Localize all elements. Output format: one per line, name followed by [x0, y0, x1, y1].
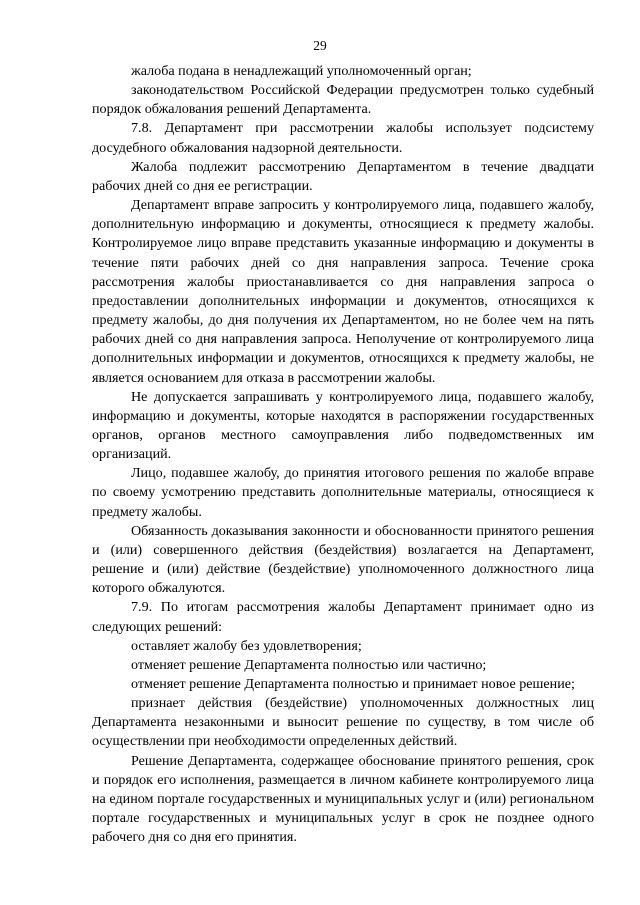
paragraph: Лицо, подавшее жалобу, до принятия итогового решения по жалобе вправе по своему усмотрению представить дополнительные материалы, относящиеся к предмету жалобы.: [92, 465, 594, 520]
paragraph: Жалоба подлежит рассмотрению Департаментом в течение двадцати рабочих дней со дня ее регистрации.: [92, 158, 594, 194]
list-item: оставляет жалобу без удовлетворения;: [131, 637, 362, 654]
paragraph: законодательством Российской Федерации предусмотрен только судебный порядок обжалования решений Департамента.: [92, 82, 594, 118]
page-number: 29: [313, 38, 327, 53]
list-item: отменяет решение Департамента полностью и принимает новое решение;: [131, 676, 575, 692]
paragraph: 7.8. Департамент при рассмотрении жалобы использует подсистему досудебного обжалования надзорной деятельности.: [92, 120, 594, 156]
paragraph: Решение Департамента, содержащее обоснование принятого решения, срок и порядок его исполнения, размещается в личном кабинете контролируемого лица на едином портале государственных и муниципальных услуг и (или) региональном портале государственных и муниципальных услуг в срок не позднее одного рабочего дня со дня его принятия.: [92, 752, 594, 846]
document-body: [92, 62, 594, 847]
paragraph: Департамент вправе запросить у контролируемого лица, подавшего жалобу, дополнительную информацию и документы, относящиеся к предмету жалобы. Контролируемое лицо вправе представить указанные информацию и документы в течение пяти рабочих дней со дня направления запроса. Течение срока рассмотрения жалобы приостанавливается со дня направления запроса о предоставлении дополнительных информации и документов, относящихся к предмету жалобы, до дня получения их Департаментом, но не более чем на пять рабочих дней со дня направления запроса. Неполучение от контролируемого лица дополнительных информации и документов, относящихся к предмету жалобы, не является основанием для отказа в рассмотрении жалобы.: [92, 197, 594, 386]
list-item: отменяет решение Департамента полностью или частично;: [131, 656, 487, 673]
paragraph: 7.9. По итогам рассмотрения жалобы Департамент принимает одно из следующих решений:: [92, 599, 594, 635]
paragraph: жалоба подана в ненадлежащий уполномоченный орган;: [131, 63, 472, 79]
list-item: признает действия (бездействие) уполномоченных должностных лиц Департамента незаконными и выносит решение по существу, в том числе об осуществлении при необходимости определенных действий.: [92, 695, 594, 750]
paragraph: Не допускается запрашивать у контролируемого лица, подавшего жалобу, информацию и документы, которые находятся в распоряжении государственных органов, органов местного самоуправления либо подведомственных им организаций.: [92, 388, 594, 463]
paragraph: Обязанность доказывания законности и обоснованности принятого решения и (или) совершенного действия (бездействия) возлагается на Департамент, решение и (или) действие (бездействие) уполномоченного должностного лица которого обжалуются.: [92, 522, 594, 597]
